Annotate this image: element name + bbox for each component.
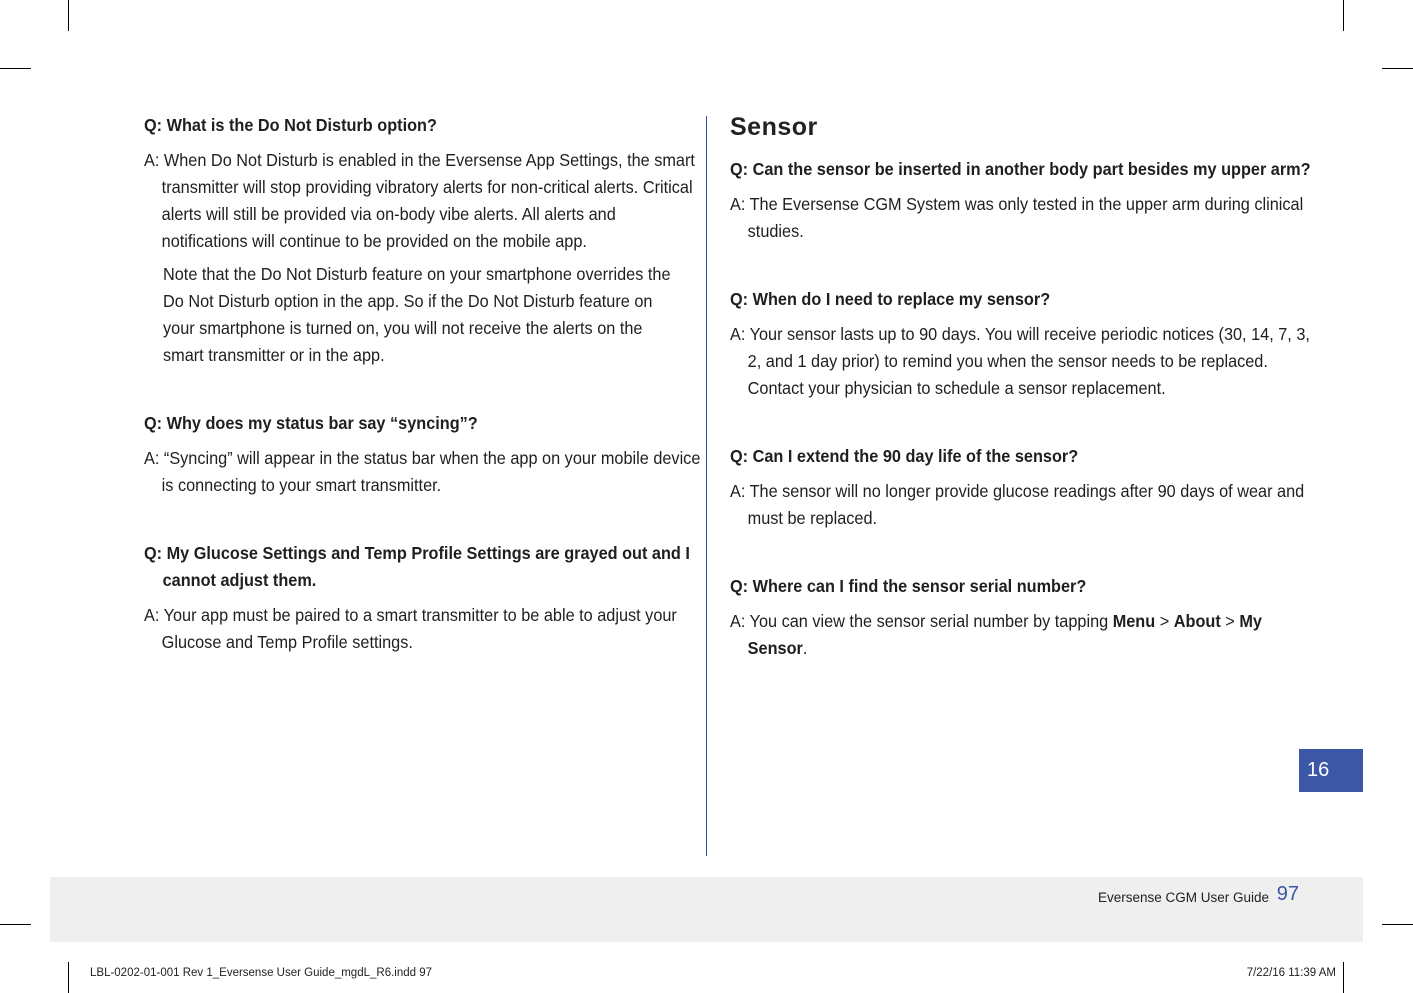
footer-bar	[50, 877, 1363, 942]
column-divider	[706, 116, 707, 856]
crop-mark	[0, 68, 31, 69]
faq-question: Q: My Glucose Settings and Temp Profile Settings are grayed out and I cannot adjust them.	[144, 543, 690, 590]
slug-timestamp: 7/22/16 11:39 AM	[1246, 967, 1336, 979]
about-label: About	[1173, 611, 1221, 631]
faq-question: Q: Where can I find the sensor serial number?	[730, 576, 1087, 596]
faq-answer	[730, 608, 1310, 662]
slug-file-name: LBL-0202-01-001 Rev 1_Eversense User Guide_mgdL_R6.indd 97	[90, 967, 433, 979]
crop-mark	[1343, 0, 1344, 31]
faq-question: Q: Can I extend the 90 day life of the sensor?	[730, 446, 1079, 466]
faq-item	[730, 573, 1290, 662]
faq-item	[144, 540, 690, 656]
footer-guide-label: Eversense CGM User Guide	[1097, 890, 1269, 905]
faq-answer: A: “Syncing” will appear in the status bar when the app on your mobile device is connecting to your smart transmitter.	[144, 448, 701, 495]
my-sensor-label: My Sensor	[747, 611, 1262, 658]
crop-mark	[1382, 68, 1413, 69]
faq-question: Q: Why does my status bar say “syncing”?	[144, 413, 478, 433]
path-separator: >	[1220, 611, 1240, 631]
page-number: 97	[1276, 883, 1299, 905]
faq-item	[730, 443, 1305, 532]
crop-mark	[1343, 962, 1344, 993]
faq-answer: A: The sensor will no longer provide glucose readings after 90 days of wear and must be replaced.	[730, 481, 1305, 528]
faq-answer: A: Your app must be paired to a smart transmitter to be able to adjust your Glucose and Temp Profile settings.	[144, 605, 677, 652]
crop-mark	[68, 962, 69, 993]
faq-item	[730, 286, 1310, 402]
section-title: Sensor	[730, 113, 818, 141]
crop-mark	[1382, 924, 1413, 925]
answer-text: A: You can view the sensor serial number by tapping	[730, 611, 1113, 631]
faq-item	[144, 410, 701, 499]
faq-answer: A: When Do Not Disturb is enabled in the Eversense App Settings, the smart transmitter will stop providing vibratory alerts for non-critical alerts. Critical alerts will still be provided via on-body vibe alerts. All alerts and notifications will continue to be provided on the mobile app.	[144, 150, 695, 251]
chapter-tab: 16	[1299, 749, 1363, 792]
left-column	[144, 112, 701, 697]
faq-question: Q: When do I need to replace my sensor?	[730, 289, 1051, 309]
faq-answer: A: Your sensor lasts up to 90 days. You will receive periodic notices (30, 14, 7, 3, 2, and 1 day prior) to remind you when the sensor needs to be replaced. Contact your physician to schedule a sensor replacement.	[730, 324, 1310, 398]
right-column	[730, 112, 1311, 703]
menu-label: Menu	[1112, 611, 1156, 631]
faq-answer: A: The Eversense CGM System was only tested in the upper arm during clinical studies.	[730, 194, 1304, 241]
answer-end: .	[802, 638, 808, 658]
faq-question: Q: Can the sensor be inserted in another body part besides my upper arm?	[730, 159, 1311, 179]
crop-mark	[68, 0, 69, 31]
path-separator: >	[1155, 611, 1174, 631]
faq-question: Q: What is the Do Not Disturb option?	[144, 115, 437, 135]
faq-note: Note that the Do Not Disturb feature on your smartphone overrides the Do Not Disturb option in the app. So if the Do Not Disturb feature on your smartphone is turned on, you will not receive the alerts on the smart transmitter or in the app.	[163, 264, 671, 365]
crop-mark	[0, 924, 31, 925]
faq-item	[144, 112, 695, 369]
faq-item	[730, 156, 1311, 245]
